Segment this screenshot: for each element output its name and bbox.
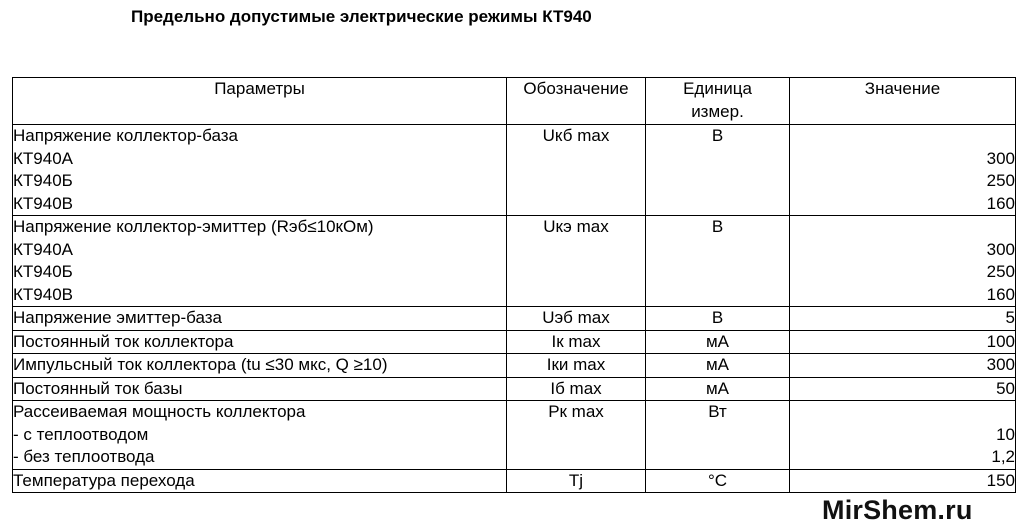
param-line: КТ940В (13, 193, 73, 213)
page-title: Предельно допустимые электрические режимы КТ940 (131, 7, 592, 26)
header-symbol: Обозначение (507, 78, 646, 125)
param-cell (13, 377, 507, 401)
unit-cell: °C (646, 469, 790, 493)
param-line: Напряжение эмиттер-база (13, 308, 222, 327)
param-line: - без теплоотвода (13, 447, 155, 466)
unit-cell: Вт (646, 401, 790, 470)
value-cell: 50 (790, 377, 1016, 401)
value-cell (790, 125, 1016, 216)
param-cell (13, 354, 507, 378)
value-cell (790, 216, 1016, 307)
symbol-cell: Uкэ max (507, 216, 646, 307)
table-row (13, 125, 1016, 216)
param-line: Постоянный ток коллектора (13, 331, 234, 351)
value-cell: 100 (790, 330, 1016, 354)
table-row (13, 307, 1016, 331)
param-line: - с теплоотводом (13, 424, 149, 444)
symbol-cell: Uкб max (507, 125, 646, 216)
table-row (13, 401, 1016, 470)
unit-cell: В (646, 307, 790, 331)
header-unit (646, 78, 790, 125)
param-line: Импульсный ток коллектора (tu ≤30 мкс, Q ≥10) (13, 355, 388, 374)
value-line: 1,2 (991, 447, 1015, 466)
param-line: Напряжение коллектор-база (13, 126, 238, 145)
value-line: 10 (996, 424, 1015, 444)
symbol-cell: Uэб max (507, 307, 646, 331)
unit-cell: мА (646, 377, 790, 401)
param-cell (13, 307, 507, 331)
value-line: 160 (986, 284, 1015, 304)
param-line: КТ940Б (13, 171, 73, 190)
value-cell: 300 (790, 354, 1016, 378)
value-line (790, 216, 1015, 239)
value-line: 250 (986, 171, 1015, 190)
header-parameters: Параметры (13, 78, 507, 125)
table-row (13, 377, 1016, 401)
site-watermark: MirShem.ru (822, 495, 973, 525)
symbol-cell: Tj (507, 469, 646, 493)
unit-cell: мА (646, 330, 790, 354)
symbol-cell: Iки max (507, 354, 646, 378)
value-line: 300 (986, 148, 1015, 168)
table-row (13, 330, 1016, 354)
param-line: Рассеиваемая мощность коллектора (13, 402, 306, 421)
param-cell (13, 469, 507, 493)
unit-cell: мА (646, 354, 790, 378)
param-cell (13, 330, 507, 354)
value-line (790, 125, 1015, 148)
value-line: 250 (986, 262, 1015, 281)
param-line: КТ940А (13, 148, 73, 168)
value-cell (790, 401, 1016, 470)
symbol-cell: Iб max (507, 377, 646, 401)
param-line: Постоянный ток базы (13, 378, 183, 398)
param-line: КТ940В (13, 284, 73, 304)
param-line: Напряжение коллектор-эмиттер (Rэб≤10кОм) (13, 217, 374, 236)
value-cell: 150 (790, 469, 1016, 493)
table-row (13, 354, 1016, 378)
table-header-row (13, 78, 1016, 125)
unit-cell: В (646, 125, 790, 216)
symbol-cell: Iк max (507, 330, 646, 354)
param-line: Температура перехода (13, 470, 195, 490)
param-cell (13, 401, 507, 470)
value-cell: 5 (790, 307, 1016, 331)
header-value: Значение (790, 78, 1016, 125)
unit-cell: В (646, 216, 790, 307)
table-row (13, 469, 1016, 493)
table-row (13, 216, 1016, 307)
param-cell (13, 216, 507, 307)
param-cell (13, 125, 507, 216)
param-line: КТ940Б (13, 262, 73, 281)
header-unit-line1: Единица (683, 79, 752, 98)
limits-table (12, 77, 1016, 493)
value-line: 300 (986, 239, 1015, 259)
header-unit-line2: измер. (691, 101, 744, 121)
symbol-cell: Pк max (507, 401, 646, 470)
value-line: 160 (986, 193, 1015, 213)
param-line: КТ940А (13, 239, 73, 259)
value-line (790, 401, 1015, 424)
